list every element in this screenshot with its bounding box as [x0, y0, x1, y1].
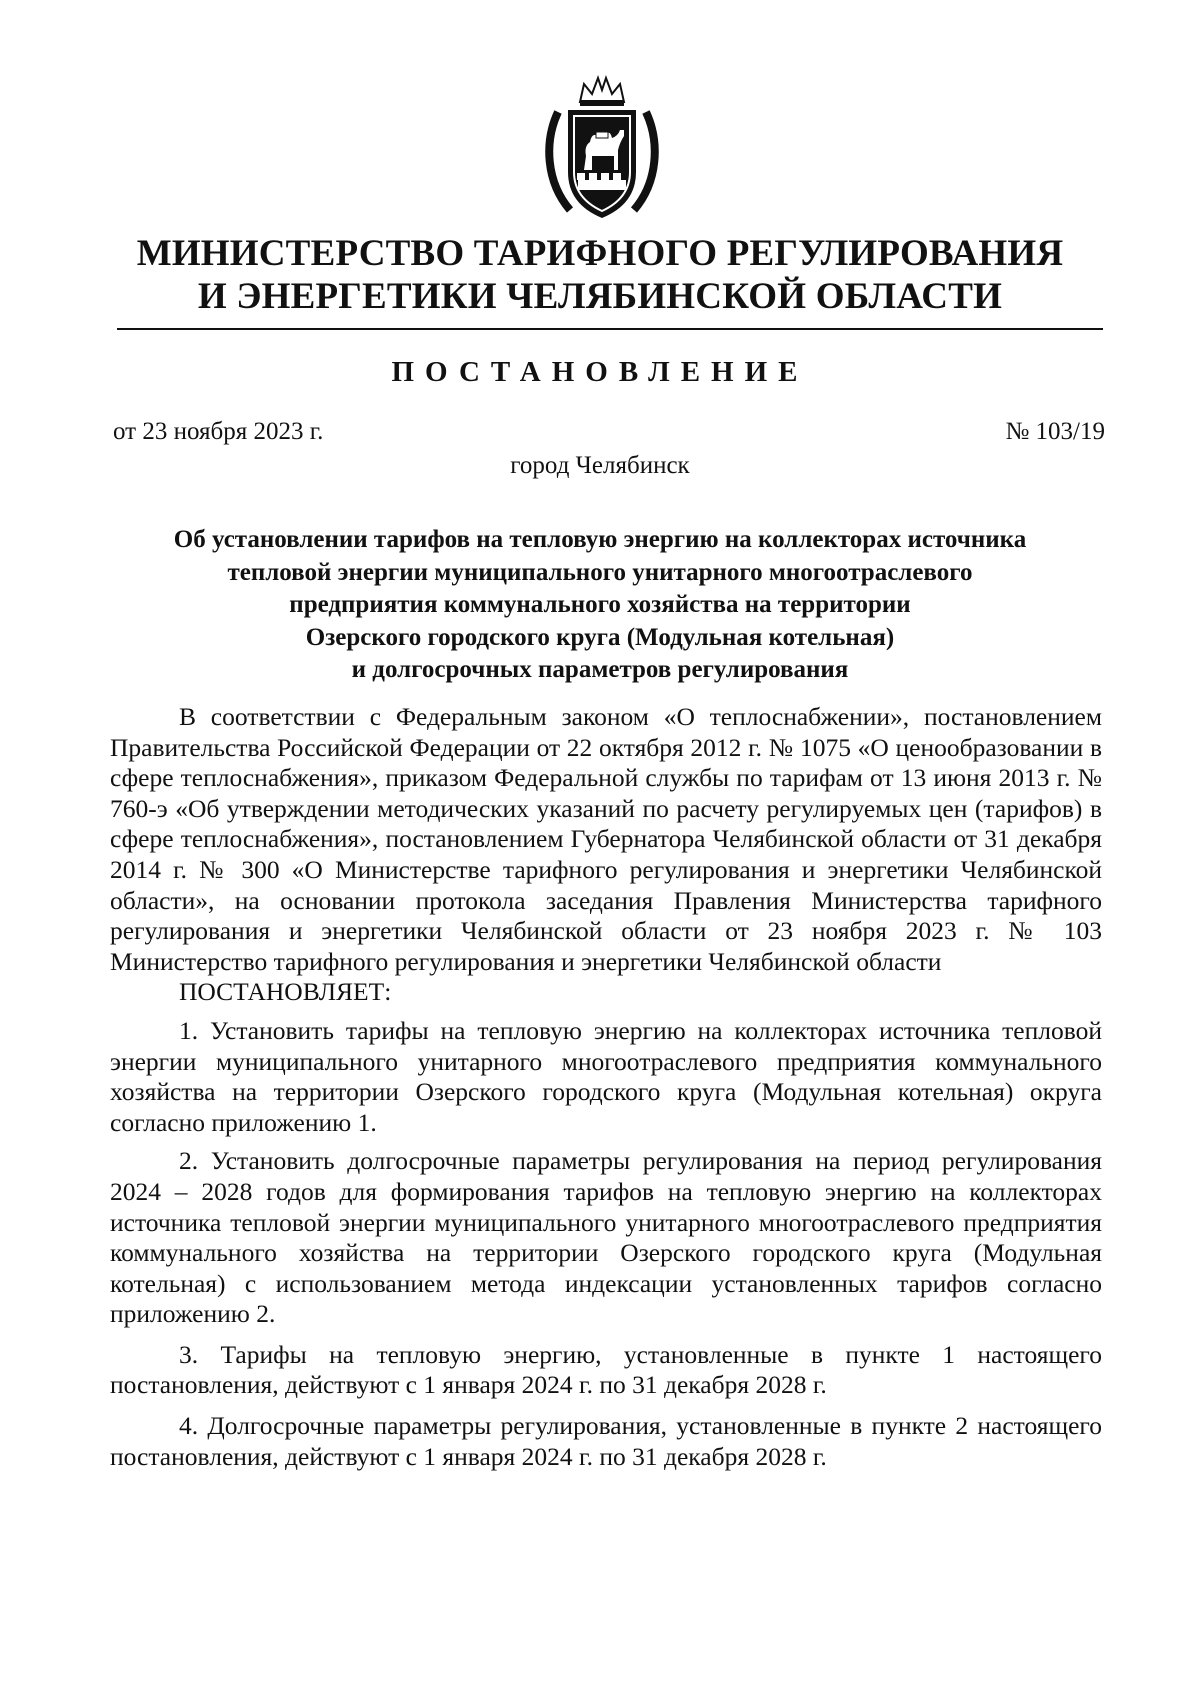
item-paragraph-1: 1. Установить тарифы на тепловую энергию на коллекторах источника тепловой энергии муниципального унитарного многоотраслевого предприятия коммунального хозяйства на территории Озерского городского круга (Модульная котельная) округа согласно приложению 1.	[110, 1015, 1102, 1137]
ministry-name-line-1: МИНИСТЕРСТВО ТАРИФНОГО РЕГУЛИРОВАНИЯ	[136, 233, 1064, 274]
document-title	[120, 524, 1080, 687]
item-paragraph-4: 4. Долгосрочные параметры регулирования, установленные в пункте 2 настоящего постановления, действуют с 1 января 2024 г. по 31 декабря 2028 г.	[110, 1411, 1102, 1471]
document-type: ПОСТАНОВЛЕНИЕ	[391, 356, 809, 388]
document-date: от 23 ноября 2023 г.	[113, 418, 324, 445]
ministry-name-line-2: И ЭНЕРГЕТИКИ ЧЕЛЯБИНСКОЙ ОБЛАСТИ	[197, 276, 1003, 317]
item-paragraph-3: 3. Тарифы на тепловую энергию, установленные в пункте 1 настоящего постановления, действуют с 1 января 2024 г. по 31 декабря 2028 г.	[110, 1339, 1102, 1400]
document-city: город Челябинск	[510, 452, 690, 479]
document-number: № 103/19	[1005, 418, 1105, 445]
document-body	[110, 702, 1102, 1472]
title-line: тепловой энергии муниципального унитарного многоотраслевого	[227, 558, 973, 586]
item-paragraph-2: 2. Установить долгосрочные параметры регулирования на период регулирования 2024 – 2028 годов для формирования тарифов на тепловую энергию на коллекторах источника тепловой энергии муниципального унитарного многоотраслевого предприятия коммунального хозяйства на территории Озерского городского круга (Модульная котельная) с использованием метода индексации установленных тарифов согласно приложению 2.	[110, 1146, 1102, 1329]
title-line: Об установлении тарифов на тепловую энергию на коллекторах источника	[173, 526, 1027, 553]
title-line: Озерского городского круга (Модульная котельная)	[305, 623, 895, 651]
resolves-paragraph: ПОСТАНОВЛЯЕТ:	[179, 977, 392, 1007]
chelyabinsk-coat-of-arms-icon	[540, 72, 664, 222]
preamble-paragraph: В соответствии с Федеральным законом «О теплоснабжении», постановлением Правительства Российской Федерации от 22 октября 2012 г. № 1075 «О ценообразовании в сфере теплоснабжения», приказом Федеральной службы по тарифам от 13 июня 2013 г. № 760-э «Об утверждении методических указаний по расчету регулируемых цен (тарифов) в сфере теплоснабжения», постановлением Губернатора Челябинской области от 31 декабря 2014 г. № 300 «О Министерстве тарифного регулирования и энергетики Челябинской области», на основании протокола заседания Правления Министерства тарифного регулирования и энергетики Челябинской области от 23 ноября 2023 г. № 103 Министерство тарифного регулирования и энергетики Челябинской области	[110, 702, 1102, 976]
title-line: предприятия коммунального хозяйства на территории	[289, 591, 911, 618]
header-divider	[117, 328, 1103, 330]
title-line: и долгосрочных параметров регулирования	[351, 656, 849, 683]
